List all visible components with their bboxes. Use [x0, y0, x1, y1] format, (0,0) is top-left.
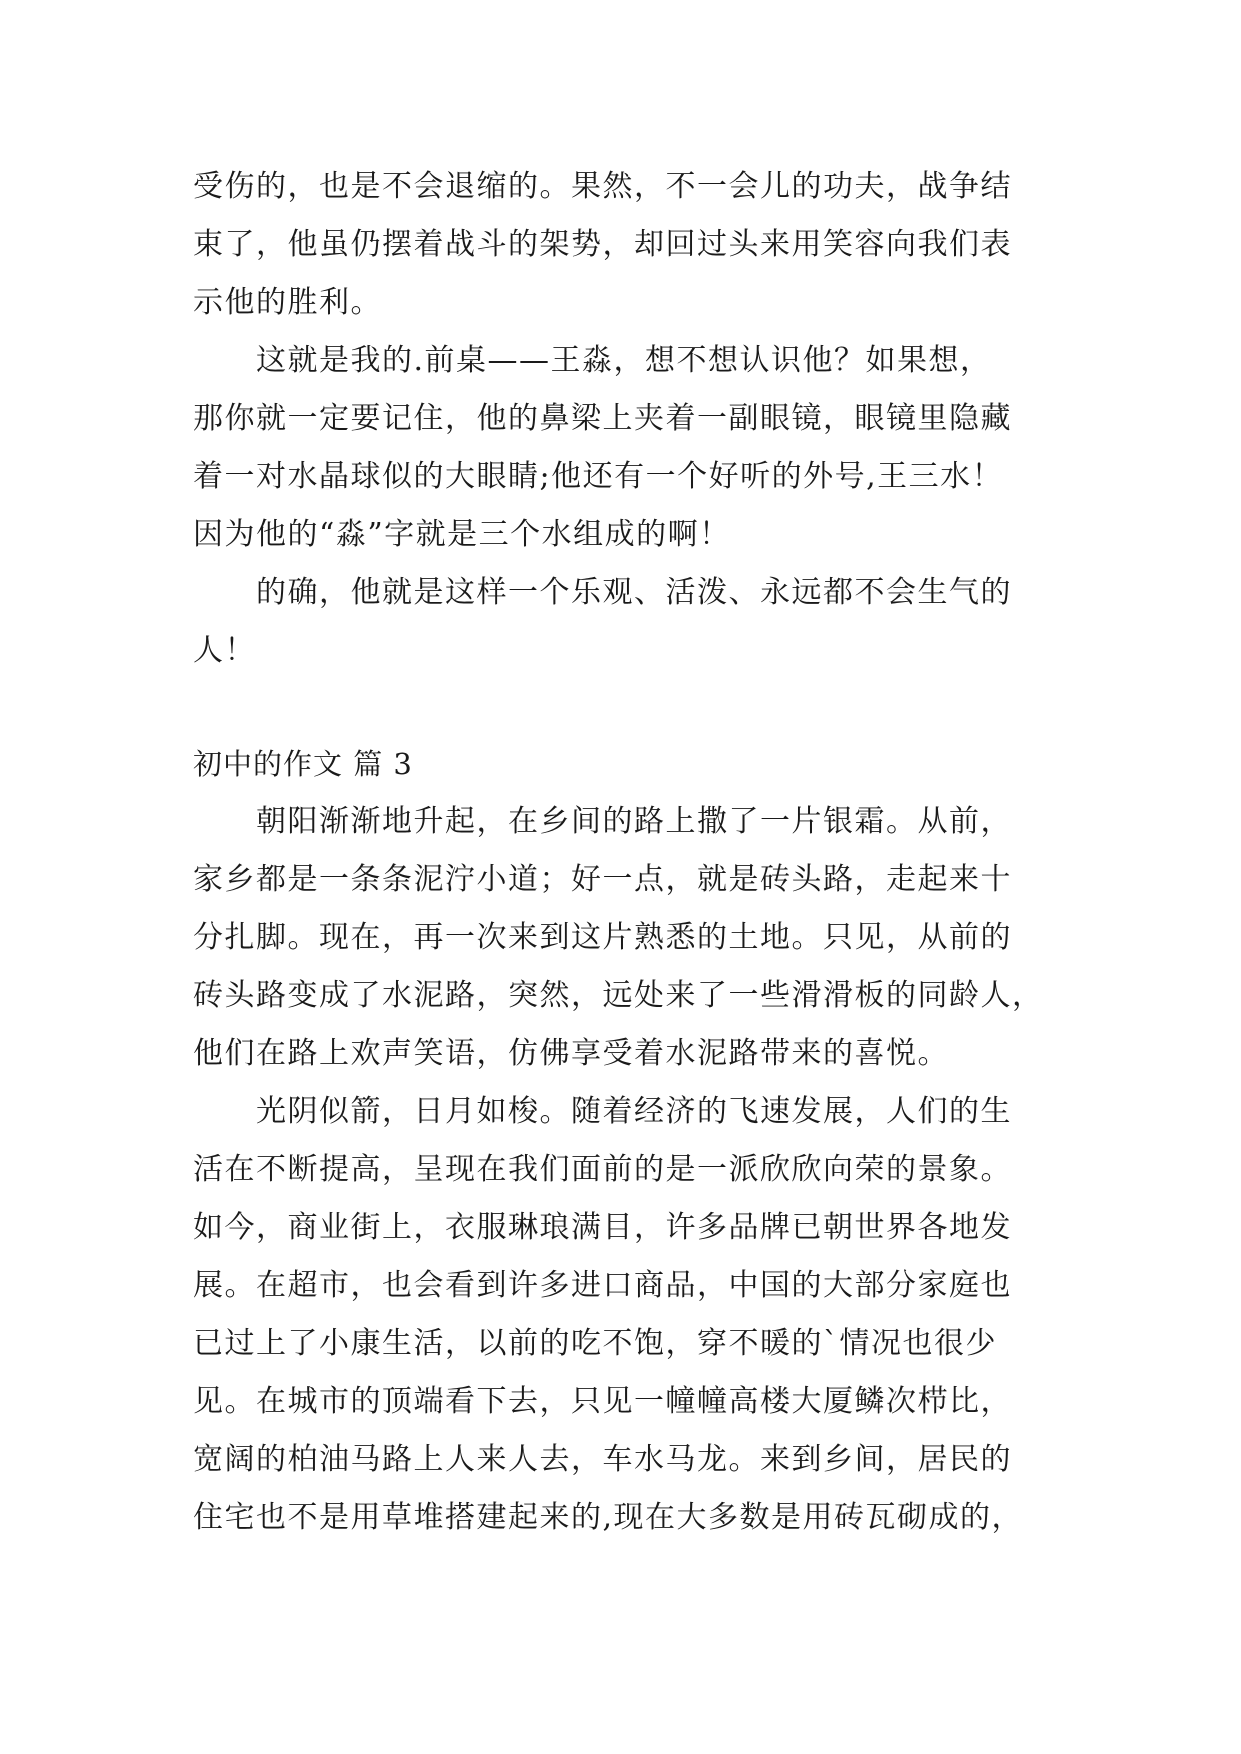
paragraph-line: 朝阳渐渐地升起，在乡间的路上撒了一片银霜。从前，: [193, 804, 1012, 839]
paragraph-line: 受伤的，也是不会退缩的。果然，不一会儿的功夫，战争结: [193, 169, 1012, 204]
paragraph-line: 见。在城市的顶端看下去，只见一幢幢高楼大厦鳞次栉比，: [193, 1384, 1012, 1419]
paragraph-line: 光阴似箭，日月如梭。随着经济的飞速发展，人们的生: [193, 1094, 1012, 1129]
paragraph-line: 家乡都是一条条泥泞小道；好一点，就是砖头路，走起来十: [193, 862, 1012, 897]
paragraph-line: 如今，商业街上，衣服琳琅满目，许多品牌已朝世界各地发: [193, 1210, 1012, 1245]
paragraph-line: 着一对水晶球似的大眼睛;他还有一个好听的外号,王三水！: [193, 459, 1004, 494]
paragraph-line: 因为他的“淼”字就是三个水组成的啊！: [193, 517, 731, 552]
paragraph-line: 的确，他就是这样一个乐观、活泼、永远都不会生气的: [193, 575, 1012, 610]
paragraph-line: 束了，他虽仍摆着战斗的架势，却回过头来用笑容向我们表: [193, 227, 1012, 262]
paragraph-line: 活在不断提高，呈现在我们面前的是一派欣欣向荣的景象。: [193, 1152, 1012, 1187]
paragraph-line: 他们在路上欢声笑语，仿佛享受着水泥路带来的喜悦。: [193, 1036, 949, 1071]
paragraph-line: 示他的胜利。: [193, 285, 382, 320]
paragraph-line: 宽阔的柏油马路上人来人去，车水马龙。来到乡间，居民的: [193, 1442, 1012, 1477]
paragraph-line: 这就是我的.前桌——王淼，想不想认识他？如果想，: [193, 343, 992, 378]
section-heading: 初中的作文 篇 3: [193, 747, 413, 781]
paragraph-line: 人！: [193, 633, 256, 668]
paragraph-line: 那你就一定要记住，他的鼻梁上夹着一副眼镜，眼镜里隐藏: [193, 401, 1012, 436]
paragraph-line: 已过上了小康生活，以前的吃不饱，穿不暖的`情况也很少: [193, 1326, 997, 1361]
paragraph-line: 住宅也不是用草堆搭建起来的,现在大多数是用砖瓦砌成的，: [193, 1500, 1024, 1535]
paragraph-line: 分扎脚。现在，再一次来到这片熟悉的土地。只见，从前的: [193, 920, 1012, 955]
paragraph-line: 展。在超市，也会看到许多进口商品，中国的大部分家庭也: [193, 1268, 1012, 1303]
paragraph-line: 砖头路变成了水泥路，突然，远处来了一些滑滑板的同龄人，: [193, 978, 1044, 1013]
